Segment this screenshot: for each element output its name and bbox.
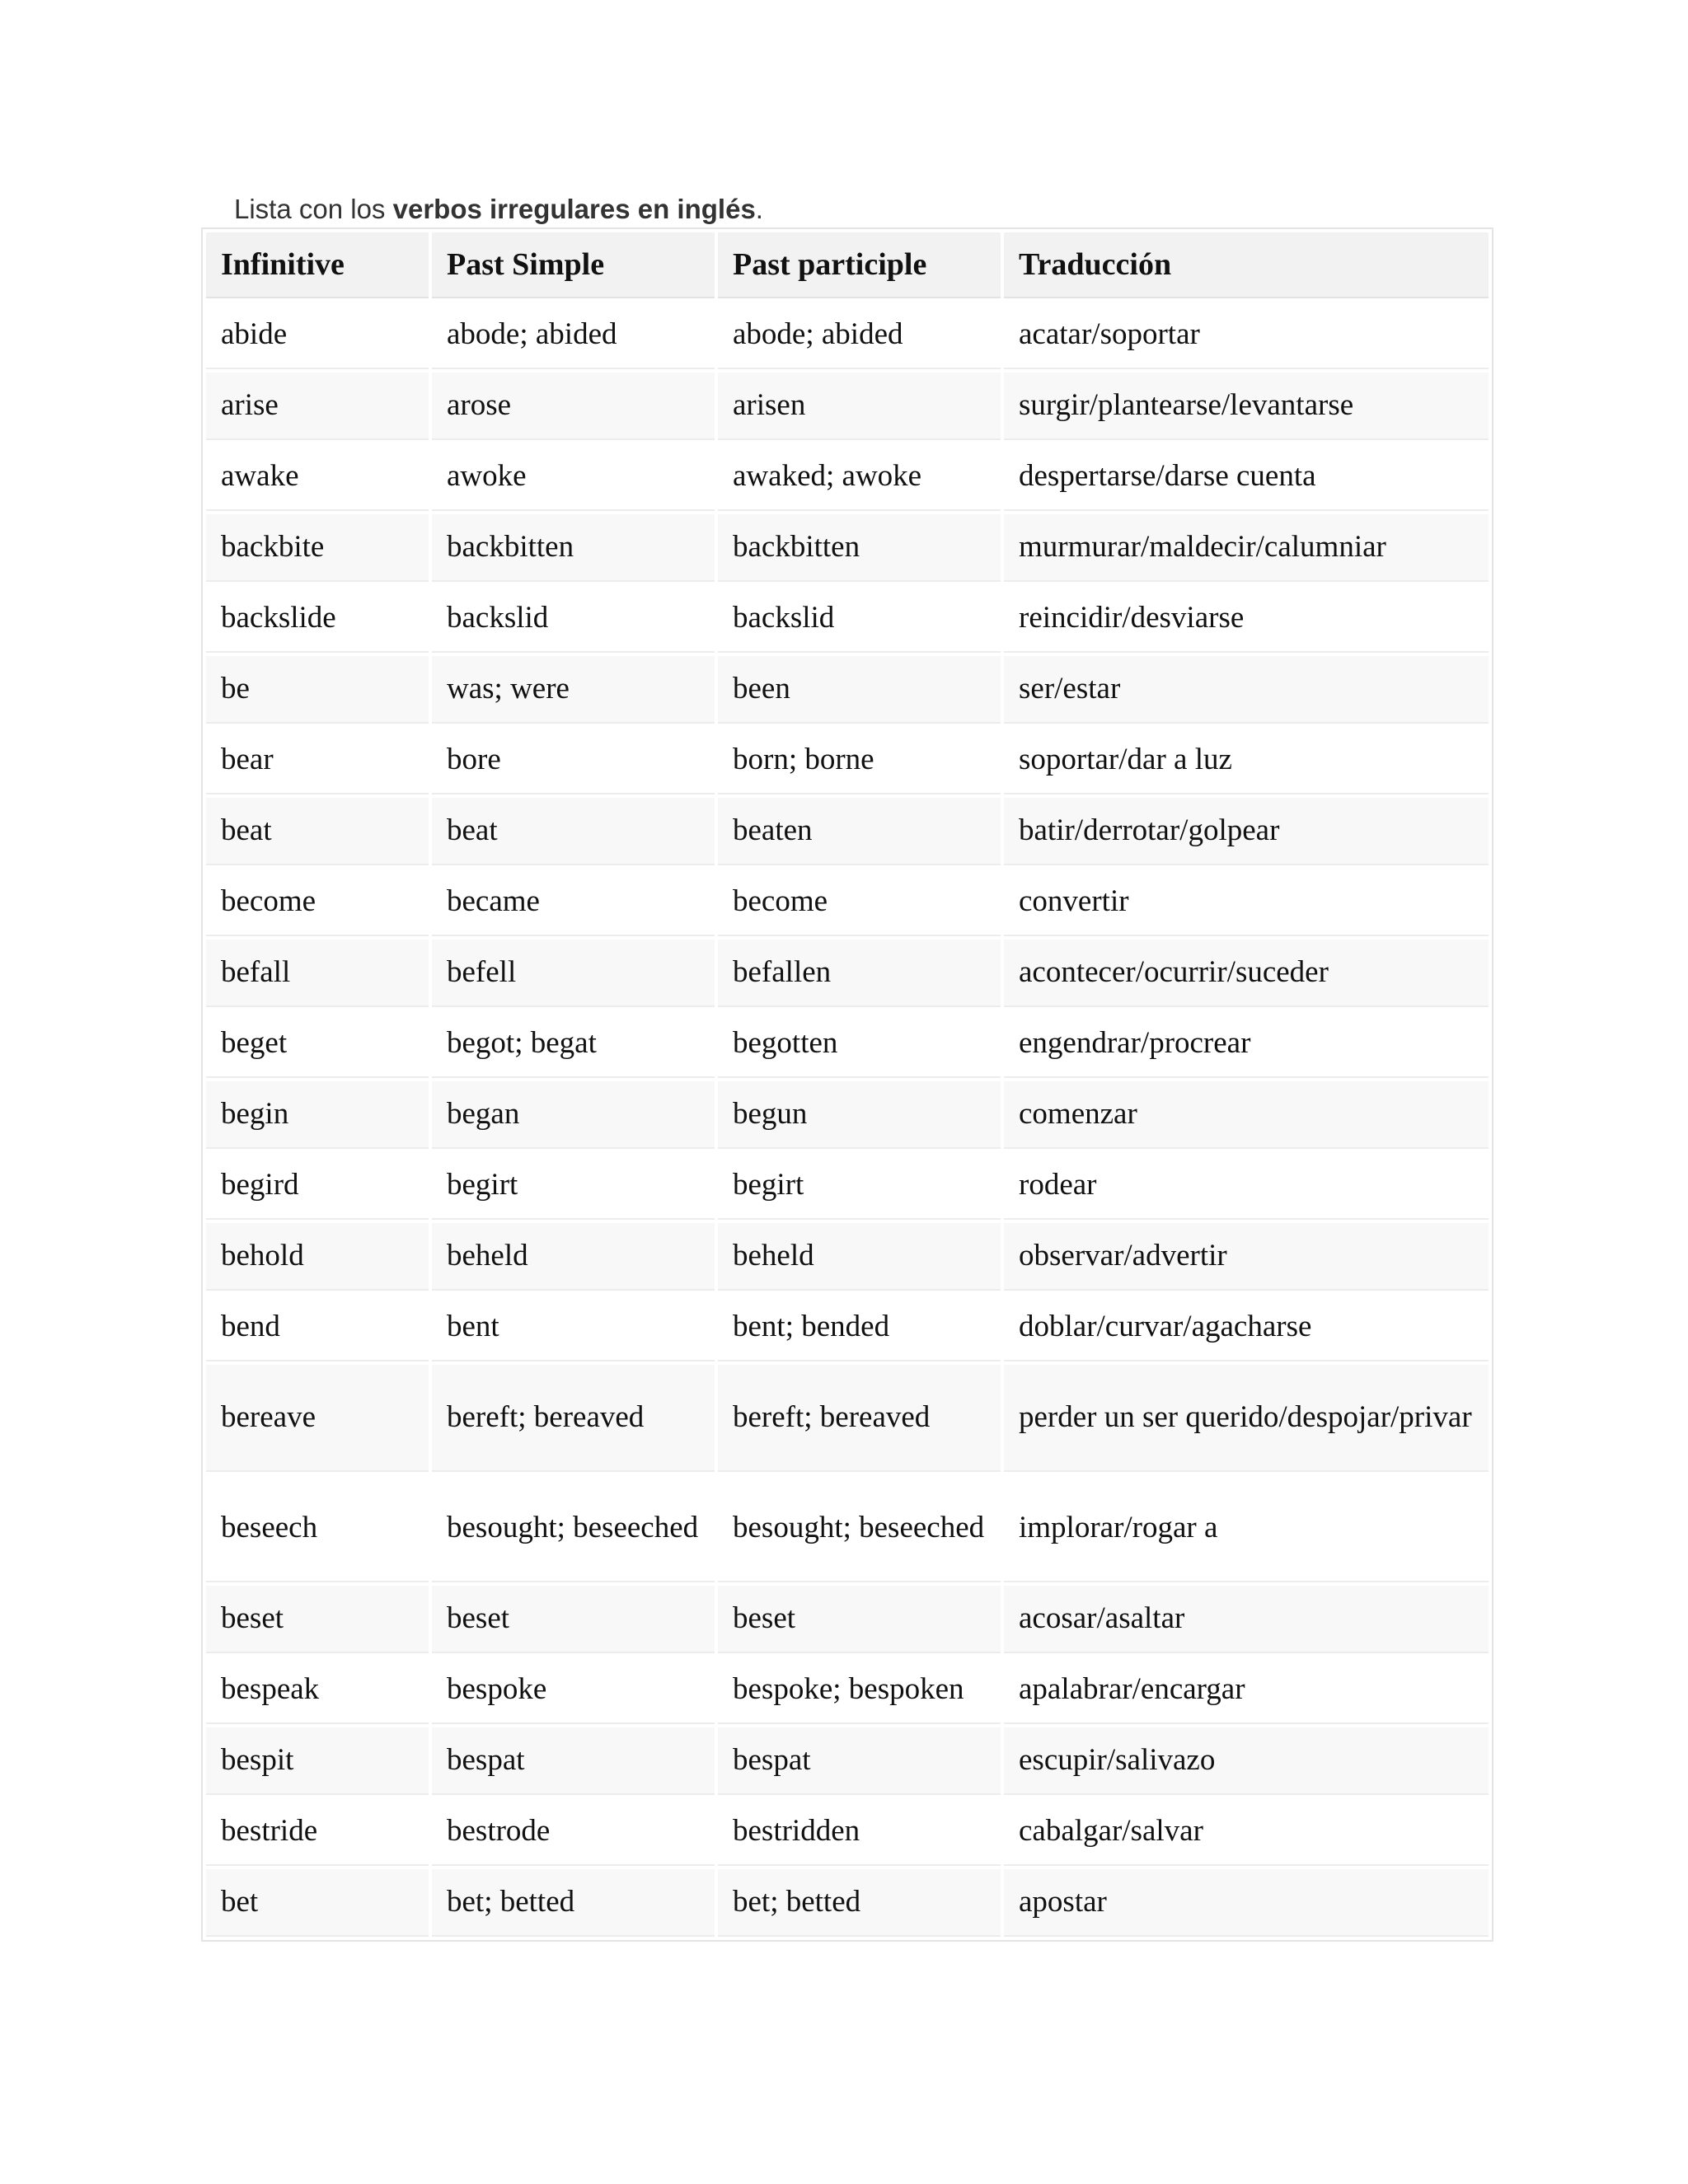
table-body [206, 302, 1489, 1937]
cell-past-simple: bereft; bereaved [432, 1365, 715, 1472]
cell-infinitive: bend [206, 1294, 429, 1361]
cell-past-simple: befell [432, 940, 715, 1007]
cell-infinitive: backbite [206, 514, 429, 582]
cell-infinitive: beat [206, 798, 429, 865]
cell-past-participle: begun [718, 1081, 1001, 1149]
header-past-participle: Past participle [718, 232, 1001, 298]
cell-traduccion: engendrar/procrear [1004, 1010, 1489, 1078]
table-row [206, 514, 1489, 582]
intro-prefix: Lista con los [234, 194, 393, 224]
cell-past-simple: bespoke [432, 1657, 715, 1724]
cell-traduccion: murmurar/maldecir/calumniar [1004, 514, 1489, 582]
cell-infinitive: abide [206, 302, 429, 369]
cell-past-simple: awoke [432, 443, 715, 511]
cell-past-participle: besought; beseeched [718, 1475, 1001, 1582]
cell-infinitive: become [206, 869, 429, 936]
cell-past-participle: beheld [718, 1223, 1001, 1291]
cell-traduccion: comenzar [1004, 1081, 1489, 1149]
cell-infinitive: beset [206, 1586, 429, 1653]
cell-past-simple: backslid [432, 585, 715, 653]
table-row [206, 585, 1489, 653]
table-row [206, 940, 1489, 1007]
cell-past-simple: was; were [432, 656, 715, 724]
cell-past-participle: beaten [718, 798, 1001, 865]
cell-past-participle: awaked; awoke [718, 443, 1001, 511]
cell-infinitive: awake [206, 443, 429, 511]
cell-infinitive: bereave [206, 1365, 429, 1472]
cell-past-simple: began [432, 1081, 715, 1149]
table-header-row [206, 232, 1489, 298]
table-row [206, 798, 1489, 865]
cell-past-participle: begirt [718, 1152, 1001, 1220]
table-row [206, 1657, 1489, 1724]
cell-infinitive: beget [206, 1010, 429, 1078]
table-row [206, 1294, 1489, 1361]
header-traduccion: Traducción [1004, 232, 1489, 298]
cell-infinitive: behold [206, 1223, 429, 1291]
cell-past-simple: beat [432, 798, 715, 865]
cell-past-participle: beset [718, 1586, 1001, 1653]
cell-traduccion: apalabrar/encargar [1004, 1657, 1489, 1724]
table-row [206, 443, 1489, 511]
cell-past-participle: befallen [718, 940, 1001, 1007]
cell-past-participle: begotten [718, 1010, 1001, 1078]
cell-traduccion: cabalgar/salvar [1004, 1798, 1489, 1866]
header-past-simple: Past Simple [432, 232, 715, 298]
cell-past-participle: backbitten [718, 514, 1001, 582]
cell-traduccion: perder un ser querido/despojar/privar [1004, 1365, 1489, 1472]
cell-traduccion: implorar/rogar a [1004, 1475, 1489, 1582]
cell-past-simple: arose [432, 373, 715, 440]
table-row [206, 656, 1489, 724]
table-row [206, 1869, 1489, 1937]
table-row [206, 1010, 1489, 1078]
cell-traduccion: acatar/soportar [1004, 302, 1489, 369]
header-infinitive: Infinitive [206, 232, 429, 298]
cell-traduccion: soportar/dar a luz [1004, 727, 1489, 794]
cell-traduccion: apostar [1004, 1869, 1489, 1937]
cell-traduccion: ser/estar [1004, 656, 1489, 724]
cell-traduccion: escupir/salivazo [1004, 1727, 1489, 1795]
cell-traduccion: observar/advertir [1004, 1223, 1489, 1291]
cell-past-participle: bent; bended [718, 1294, 1001, 1361]
cell-traduccion: rodear [1004, 1152, 1489, 1220]
cell-past-simple: abode; abided [432, 302, 715, 369]
cell-traduccion: acontecer/ocurrir/suceder [1004, 940, 1489, 1007]
table-row [206, 1727, 1489, 1795]
cell-past-simple: beset [432, 1586, 715, 1653]
cell-infinitive: bear [206, 727, 429, 794]
table-row [206, 1586, 1489, 1653]
cell-past-simple: begot; begat [432, 1010, 715, 1078]
cell-past-participle: bespat [718, 1727, 1001, 1795]
cell-past-simple: beheld [432, 1223, 715, 1291]
cell-past-participle: abode; abided [718, 302, 1001, 369]
cell-traduccion: acosar/asaltar [1004, 1586, 1489, 1653]
cell-past-participle: bestridden [718, 1798, 1001, 1866]
cell-past-participle: born; borne [718, 727, 1001, 794]
intro-bold: verbos irregulares en inglés [392, 194, 756, 224]
cell-traduccion: convertir [1004, 869, 1489, 936]
cell-traduccion: despertarse/darse cuenta [1004, 443, 1489, 511]
table-row [206, 373, 1489, 440]
table-row [206, 1081, 1489, 1149]
cell-traduccion: batir/derrotar/golpear [1004, 798, 1489, 865]
cell-past-participle: bereft; bereaved [718, 1365, 1001, 1472]
table-row [206, 1223, 1489, 1291]
table-row [206, 727, 1489, 794]
cell-past-simple: bore [432, 727, 715, 794]
cell-past-simple: bestrode [432, 1798, 715, 1866]
table-row [206, 302, 1489, 369]
cell-past-participle: arisen [718, 373, 1001, 440]
cell-past-simple: bent [432, 1294, 715, 1361]
table-row [206, 1475, 1489, 1582]
intro-text [234, 191, 763, 227]
verbs-table-container [201, 227, 1493, 1942]
cell-infinitive: bet [206, 1869, 429, 1937]
cell-infinitive: befall [206, 940, 429, 1007]
cell-infinitive: begin [206, 1081, 429, 1149]
cell-past-simple: begirt [432, 1152, 715, 1220]
cell-past-participle: become [718, 869, 1001, 936]
cell-infinitive: backslide [206, 585, 429, 653]
cell-past-simple: bespat [432, 1727, 715, 1795]
cell-past-simple: besought; beseeched [432, 1475, 715, 1582]
cell-past-simple: backbitten [432, 514, 715, 582]
table-row [206, 1365, 1489, 1472]
verbs-table [203, 229, 1492, 1940]
table-row [206, 1798, 1489, 1866]
table-row [206, 869, 1489, 936]
cell-infinitive: begird [206, 1152, 429, 1220]
table-row [206, 1152, 1489, 1220]
cell-infinitive: bespit [206, 1727, 429, 1795]
cell-past-simple: bet; betted [432, 1869, 715, 1937]
cell-past-participle: bespoke; bespoken [718, 1657, 1001, 1724]
cell-infinitive: bestride [206, 1798, 429, 1866]
cell-infinitive: beseech [206, 1475, 429, 1582]
cell-past-simple: became [432, 869, 715, 936]
cell-traduccion: surgir/plantearse/levantarse [1004, 373, 1489, 440]
cell-traduccion: doblar/curvar/agacharse [1004, 1294, 1489, 1361]
cell-past-participle: bet; betted [718, 1869, 1001, 1937]
cell-infinitive: arise [206, 373, 429, 440]
cell-traduccion: reincidir/desviarse [1004, 585, 1489, 653]
cell-infinitive: bespeak [206, 1657, 429, 1724]
cell-past-participle: been [718, 656, 1001, 724]
intro-suffix: . [755, 194, 763, 224]
cell-infinitive: be [206, 656, 429, 724]
cell-past-participle: backslid [718, 585, 1001, 653]
